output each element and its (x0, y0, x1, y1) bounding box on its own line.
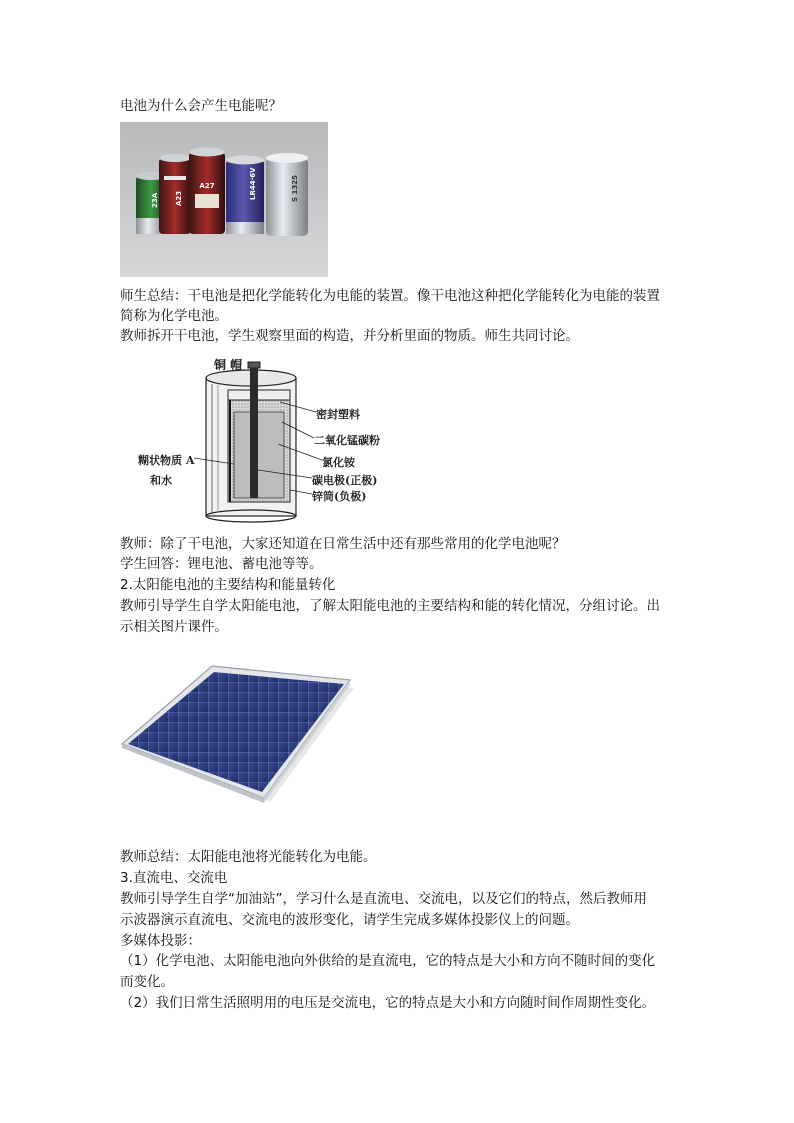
label-zinc-can: 锌筒(负极) (312, 490, 367, 503)
battery-label-4: LR44·6V (249, 167, 257, 200)
summary-line-2: 简称为化学电池。 (120, 308, 228, 324)
battery-label-2: A23 (175, 190, 183, 206)
solar-panel-photo (118, 652, 358, 822)
question-title: 电池为什么会产生电能呢？ (120, 98, 282, 114)
label-water: 和水 (150, 474, 172, 487)
dry-cell-diagram (130, 352, 410, 524)
student-answer: 学生回答：锂电池、蓄电池等等。 (120, 556, 323, 572)
battery-label-3: A27 (199, 182, 215, 190)
label-paste: 糊状物质 A (138, 454, 195, 467)
section-2-title: 2.太阳能电池的主要结构和能量转化 (120, 577, 336, 593)
teacher-open-text: 教师拆开干电池，学生观察里面的构造，并分析里面的物质。师生共同讨论。 (120, 328, 579, 344)
battery-photo (120, 122, 328, 277)
item-1-line-2: 而变化。 (120, 974, 174, 990)
item-2: （2）我们日常生活照明用的电压是交流电，它的特点是大小和方向随时间作周期性变化。 (120, 995, 656, 1011)
item-1-line-1: （1）化学电池、太阳能电池向外供给的是直流电，它的特点是大小和方向不随时间的变化 (120, 953, 656, 969)
solar-summary: 教师总结：太阳能电池将光能转化为电能。 (120, 849, 377, 865)
section-2-line-2: 示相关图片课件。 (120, 619, 228, 635)
battery-photo-svg (120, 122, 328, 277)
silver-battery (266, 153, 308, 236)
label-nh4cl: 氯化铵 (322, 456, 355, 469)
battery-label-1: 23A (151, 192, 159, 208)
section-3-line-1: 教师引导学生自学“加油站”，学习什么是直流电、交流电，以及它们的特点，然后教师用 (120, 891, 647, 907)
multimedia-title: 多媒体投影： (120, 933, 201, 949)
battery-label-5: S 1325 (291, 175, 299, 202)
section-3-title: 3.直流电、交流电 (120, 870, 228, 886)
label-mno2: 二氧化锰碳粉 (314, 434, 380, 447)
label-carbon-electrode: 碳电极(正极) (312, 474, 378, 487)
dark-battery-2 (189, 148, 225, 235)
summary-line-1: 师生总结：干电池是把化学能转化为电能的装置。像干电池这种把化学能转化为电能的装置 (120, 288, 660, 304)
label-copper-cap: 铜 帽 (214, 358, 243, 372)
solar-panel-svg (118, 652, 358, 822)
section-3-line-2: 示波器演示直流电、交流电的波形变化，请学生完成多媒体投影仪上的问题。 (120, 912, 579, 928)
label-seal: 密封塑料 (316, 408, 360, 421)
section-2-line-1: 教师引导学生自学太阳能电池，了解太阳能电池的主要结构和能的转化情况，分组讨论。出 (120, 598, 660, 614)
blue-battery (226, 156, 264, 235)
teacher-question: 教师：除了干电池，大家还知道在日常生活中还有那些常用的化学电池呢？ (120, 536, 566, 552)
